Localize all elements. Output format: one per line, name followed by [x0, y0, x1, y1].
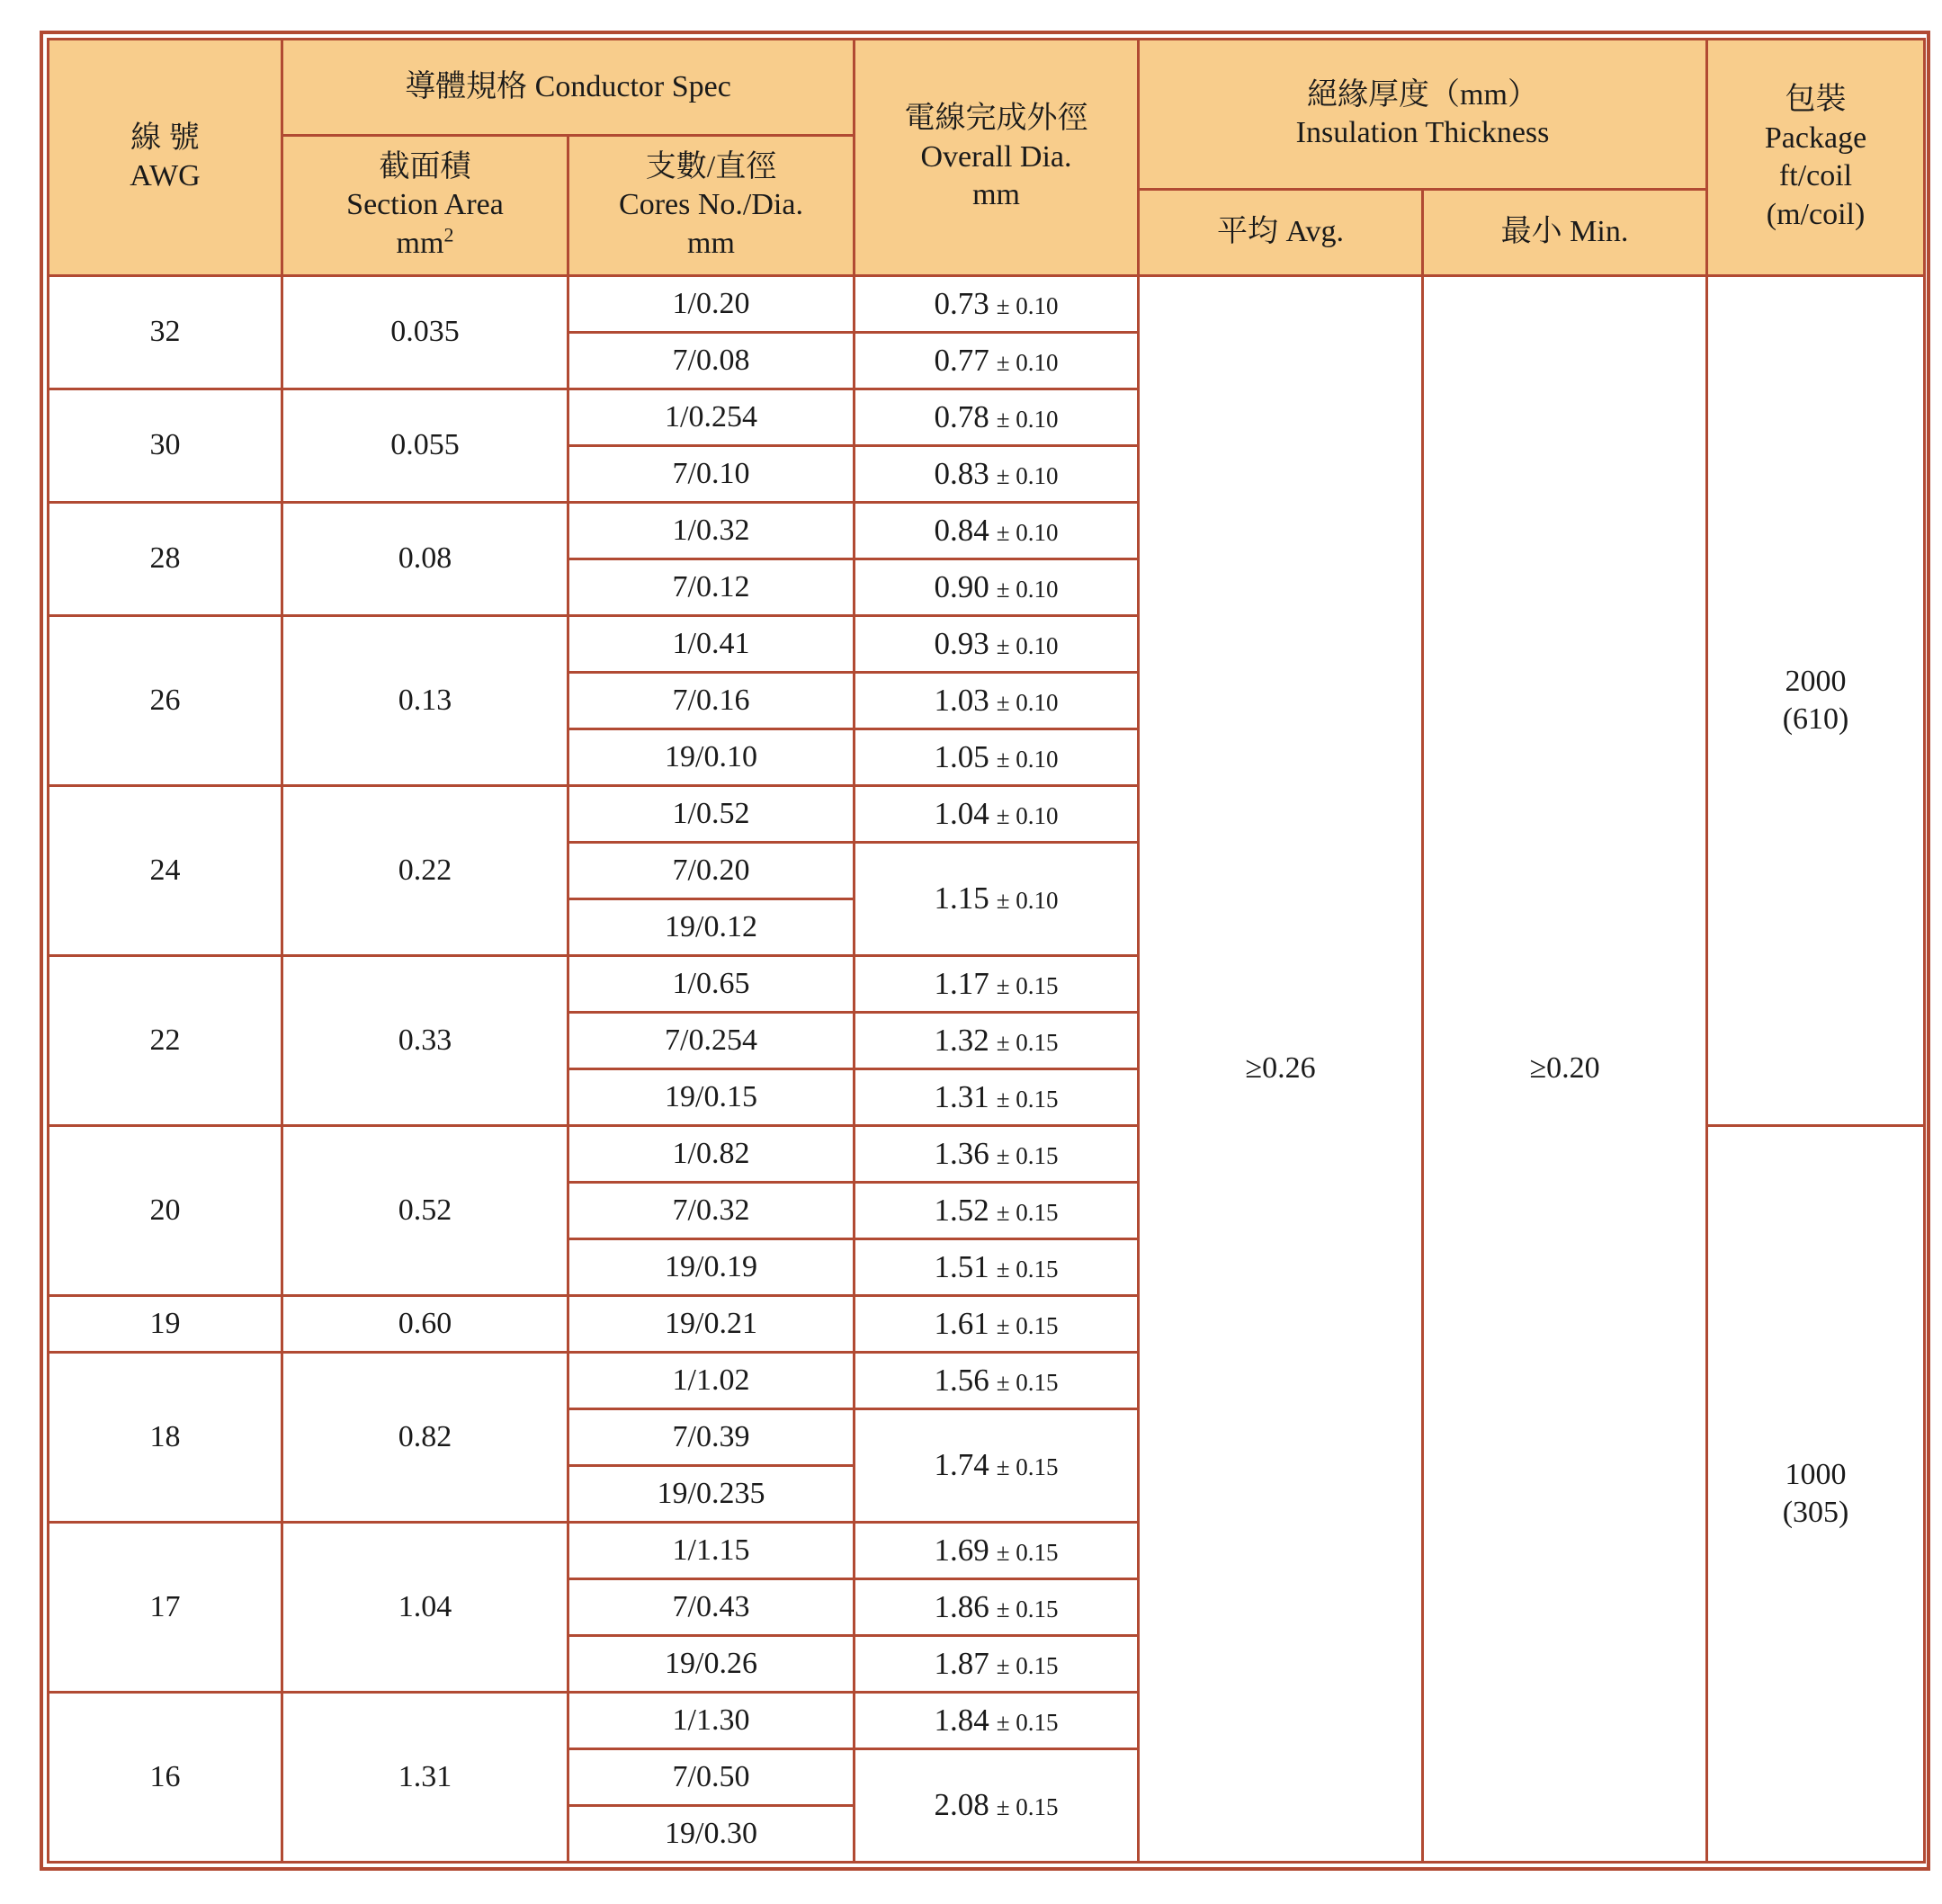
cores-cell: 1/0.32	[568, 503, 855, 559]
cores-cell: 7/0.16	[568, 673, 855, 729]
cores-cell: 1/0.52	[568, 786, 855, 843]
cores-cell: 19/0.26	[568, 1636, 855, 1693]
cores-cell: 7/0.20	[568, 843, 855, 899]
cores-cell: 1/0.20	[568, 276, 855, 333]
awg-cell: 30	[49, 389, 282, 503]
header-package: 包裝 Package ft/coil (m/coil)	[1707, 40, 1925, 276]
section-area-cell: 0.08	[282, 503, 568, 616]
awg-cell: 20	[49, 1126, 282, 1296]
header-section-area: 截面積 Section Area $mm^2$	[282, 136, 568, 276]
section-area-cell: 0.055	[282, 389, 568, 503]
overall-dia-cell: 1.04 ± 0.10	[855, 786, 1139, 843]
overall-dia-cell: 1.87 ± 0.15	[855, 1636, 1139, 1693]
header-overall-dia: 電線完成外徑 Overall Dia. mm	[855, 40, 1139, 276]
section-area-cell: 0.33	[282, 956, 568, 1126]
overall-dia-cell: 1.74 ± 0.15	[855, 1409, 1139, 1523]
section-area-cell: 1.31	[282, 1693, 568, 1863]
section-area-cell: 0.52	[282, 1126, 568, 1296]
cores-cell: 1/0.65	[568, 956, 855, 1013]
package-cell: 2000 (610)	[1707, 276, 1925, 1126]
awg-cell: 17	[49, 1523, 282, 1693]
section-area-cell: 0.22	[282, 786, 568, 956]
cores-cell: 7/0.32	[568, 1183, 855, 1239]
overall-dia-cell: 1.03 ± 0.10	[855, 673, 1139, 729]
package-cell: 1000 (305)	[1707, 1126, 1925, 1863]
overall-dia-cell: 1.36 ± 0.15	[855, 1126, 1139, 1183]
awg-cell: 26	[49, 616, 282, 786]
cores-cell: 7/0.50	[568, 1749, 855, 1806]
section-area-cell: 0.13	[282, 616, 568, 786]
awg-cell: 22	[49, 956, 282, 1126]
overall-dia-cell: 1.17 ± 0.15	[855, 956, 1139, 1013]
cores-cell: 19/0.30	[568, 1806, 855, 1863]
cores-cell: 7/0.254	[568, 1013, 855, 1069]
overall-dia-cell: 1.52 ± 0.15	[855, 1183, 1139, 1239]
cores-cell: 1/0.82	[568, 1126, 855, 1183]
cores-cell: 7/0.08	[568, 333, 855, 389]
cores-cell: 1/0.41	[568, 616, 855, 673]
overall-dia-cell: 0.93 ± 0.10	[855, 616, 1139, 673]
overall-dia-cell: 1.69 ± 0.15	[855, 1523, 1139, 1579]
header-min: 最小 Min.	[1423, 190, 1707, 276]
awg-cell: 18	[49, 1353, 282, 1523]
cores-cell: 19/0.10	[568, 729, 855, 786]
overall-dia-cell: 1.84 ± 0.15	[855, 1693, 1139, 1749]
overall-dia-cell: 0.73 ± 0.10	[855, 276, 1139, 333]
awg-cell: 28	[49, 503, 282, 616]
section-area-cell: 1.04	[282, 1523, 568, 1693]
overall-dia-cell: 1.15 ± 0.10	[855, 843, 1139, 956]
overall-dia-cell: 0.84 ± 0.10	[855, 503, 1139, 559]
overall-dia-cell: 1.86 ± 0.15	[855, 1579, 1139, 1636]
header-awg: 線 號 AWG	[49, 40, 282, 276]
awg-cell: 19	[49, 1296, 282, 1353]
overall-dia-cell: 0.83 ± 0.10	[855, 446, 1139, 503]
section-area-cell: 0.60	[282, 1296, 568, 1353]
table-row	[49, 276, 1925, 333]
overall-dia-cell: 2.08 ± 0.15	[855, 1749, 1139, 1863]
cores-cell: 19/0.15	[568, 1069, 855, 1126]
header-cores: 支數/直徑 Cores No./Dia. mm	[568, 136, 855, 276]
cores-cell: 7/0.10	[568, 446, 855, 503]
awg-cell: 24	[49, 786, 282, 956]
table-header	[49, 40, 1925, 276]
cores-cell: 7/0.43	[568, 1579, 855, 1636]
section-area-cell: 0.035	[282, 276, 568, 389]
insulation-min-cell: ≥0.20	[1423, 276, 1707, 1863]
overall-dia-cell: 1.51 ± 0.15	[855, 1239, 1139, 1296]
cores-cell: 1/1.30	[568, 1693, 855, 1749]
header-insulation-thickness: 絕緣厚度（mm） Insulation Thickness	[1139, 40, 1707, 190]
overall-dia-cell: 0.77 ± 0.10	[855, 333, 1139, 389]
overall-dia-cell: 0.90 ± 0.10	[855, 559, 1139, 616]
cores-cell: 1/0.254	[568, 389, 855, 446]
cores-cell: 19/0.19	[568, 1239, 855, 1296]
overall-dia-cell: 1.32 ± 0.15	[855, 1013, 1139, 1069]
overall-dia-cell: 1.61 ± 0.15	[855, 1296, 1139, 1353]
cores-cell: 1/1.15	[568, 1523, 855, 1579]
awg-cell: 16	[49, 1693, 282, 1863]
insulation-avg-cell: ≥0.26	[1139, 276, 1423, 1863]
overall-dia-cell: 0.78 ± 0.10	[855, 389, 1139, 446]
header-conductor-spec: 導體規格 Conductor Spec	[282, 40, 855, 136]
cores-cell: 7/0.12	[568, 559, 855, 616]
cores-cell: 19/0.235	[568, 1466, 855, 1523]
overall-dia-cell: 1.05 ± 0.10	[855, 729, 1139, 786]
cores-cell: 1/1.02	[568, 1353, 855, 1409]
cores-cell: 7/0.39	[568, 1409, 855, 1466]
awg-cell: 32	[49, 276, 282, 389]
wire-spec-table	[47, 38, 1926, 1864]
section-area-cell: 0.82	[282, 1353, 568, 1523]
overall-dia-cell: 1.56 ± 0.15	[855, 1353, 1139, 1409]
cores-cell: 19/0.21	[568, 1296, 855, 1353]
table-body	[49, 276, 1925, 1863]
header-avg: 平均 Avg.	[1139, 190, 1423, 276]
overall-dia-cell: 1.31 ± 0.15	[855, 1069, 1139, 1126]
cores-cell: 19/0.12	[568, 899, 855, 956]
